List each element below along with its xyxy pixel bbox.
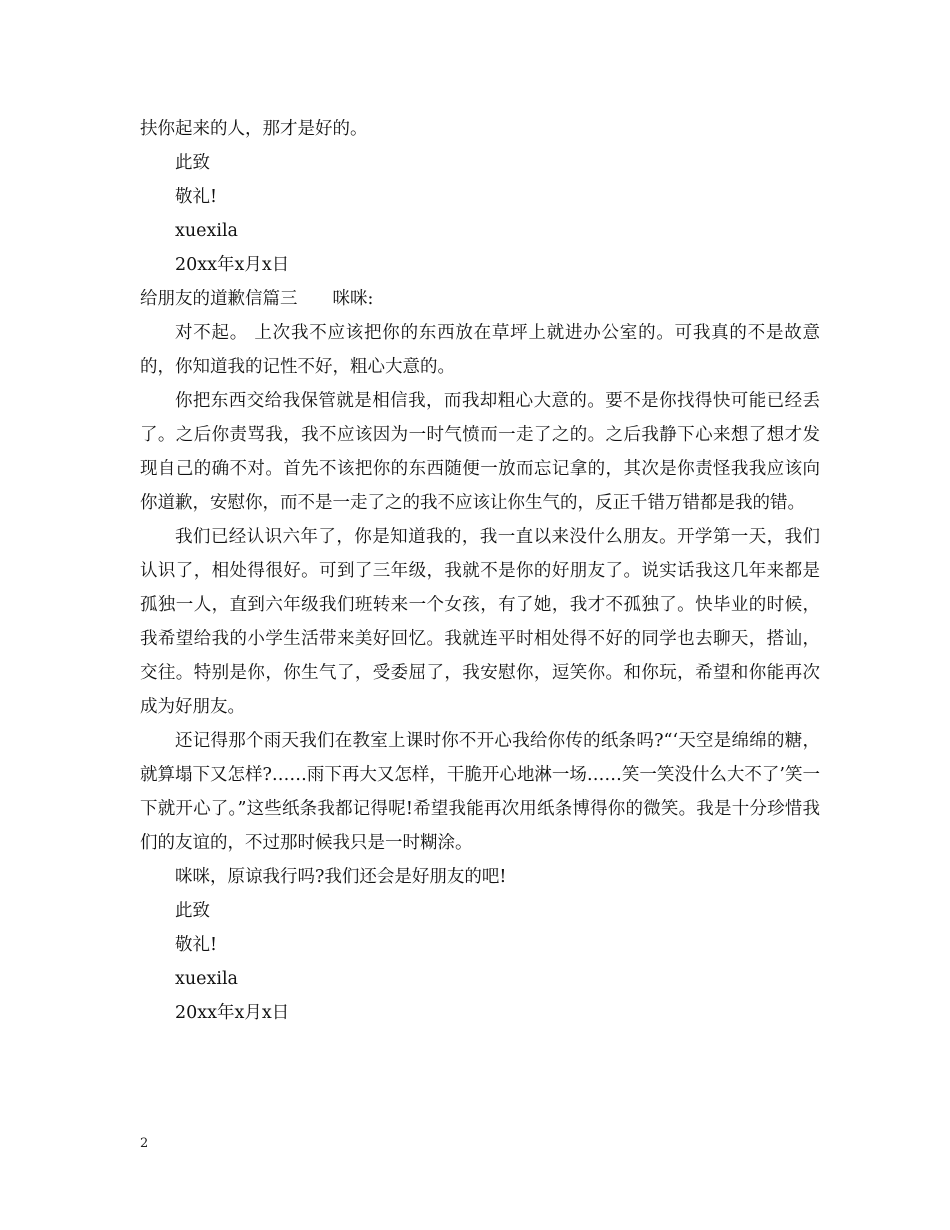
signature-line: xuexila (175, 969, 238, 989)
body-paragraph: 咪咪，原谅我行吗?我们还会是好朋友的吧! (175, 867, 507, 887)
date-line: 20xx年x月x日 (175, 255, 290, 275)
salutation-line: 敬礼! (175, 187, 218, 207)
section-heading: 给朋友的道歉信篇三 咪咪: (140, 289, 374, 309)
document-body (140, 112, 820, 1030)
continuation-line: 扶你起来的人，那才是好的。 (140, 119, 368, 139)
date-line: 20xx年x月x日 (175, 1003, 290, 1023)
body-paragraph: 还记得那个雨天我们在教室上课时你不开心我给你传的纸条吗?“‘天空是绵绵的糖，就算塌下又怎样?……雨下再大又怎样，干脆开心地淋一场……笑一笑没什么大不了’笑一下就开心了。”这些纸条我都记得呢!希望我能再次用纸条博得你的微笑。我是十分珍惜我们的友谊的，不过那时候我只是一时糊涂。 (140, 731, 820, 853)
signature-line: xuexila (175, 221, 238, 241)
body-paragraph: 我们已经认识六年了，你是知道我的，我一直以来没什么朋友。开学第一天，我们认识了，相处得很好。可到了三年级，我就不是你的好朋友了。说实话我这几年来都是孤独一人，直到六年级我们班转来一个女孩，有了她，我才不孤独了。快毕业的时候，我希望给我的小学生活带来美好回忆。我就连平时相处得不好的同学也去聊天，搭讪，交往。特别是你，你生气了，受委屈了，我安慰你，逗笑你。和你玩，希望和你能再次成为好朋友。 (140, 527, 820, 717)
page-number: 2 (140, 1136, 149, 1151)
body-paragraph: 你把东西交给我保管就是相信我，而我却粗心大意的。要不是你找得快可能已经丢了。之后你责骂我，我不应该因为一时气愤而一走了之的。之后我静下心来想了想才发现自己的确不对。首先不该把你的东西随便一放而忘记拿的，其次是你责怪我我应该向你道歉，安慰你，而不是一走了之的我不应该让你生气的，反正千错万错都是我的错。 (140, 391, 820, 513)
closing-line: 此致 (175, 901, 210, 921)
closing-line: 此致 (175, 153, 210, 173)
salutation-line: 敬礼! (175, 935, 218, 955)
body-paragraph: 对不起。 上次我不应该把你的东西放在草坪上就进办公室的。可我真的不是故意的，你知道我的记性不好，粗心大意的。 (140, 323, 820, 377)
